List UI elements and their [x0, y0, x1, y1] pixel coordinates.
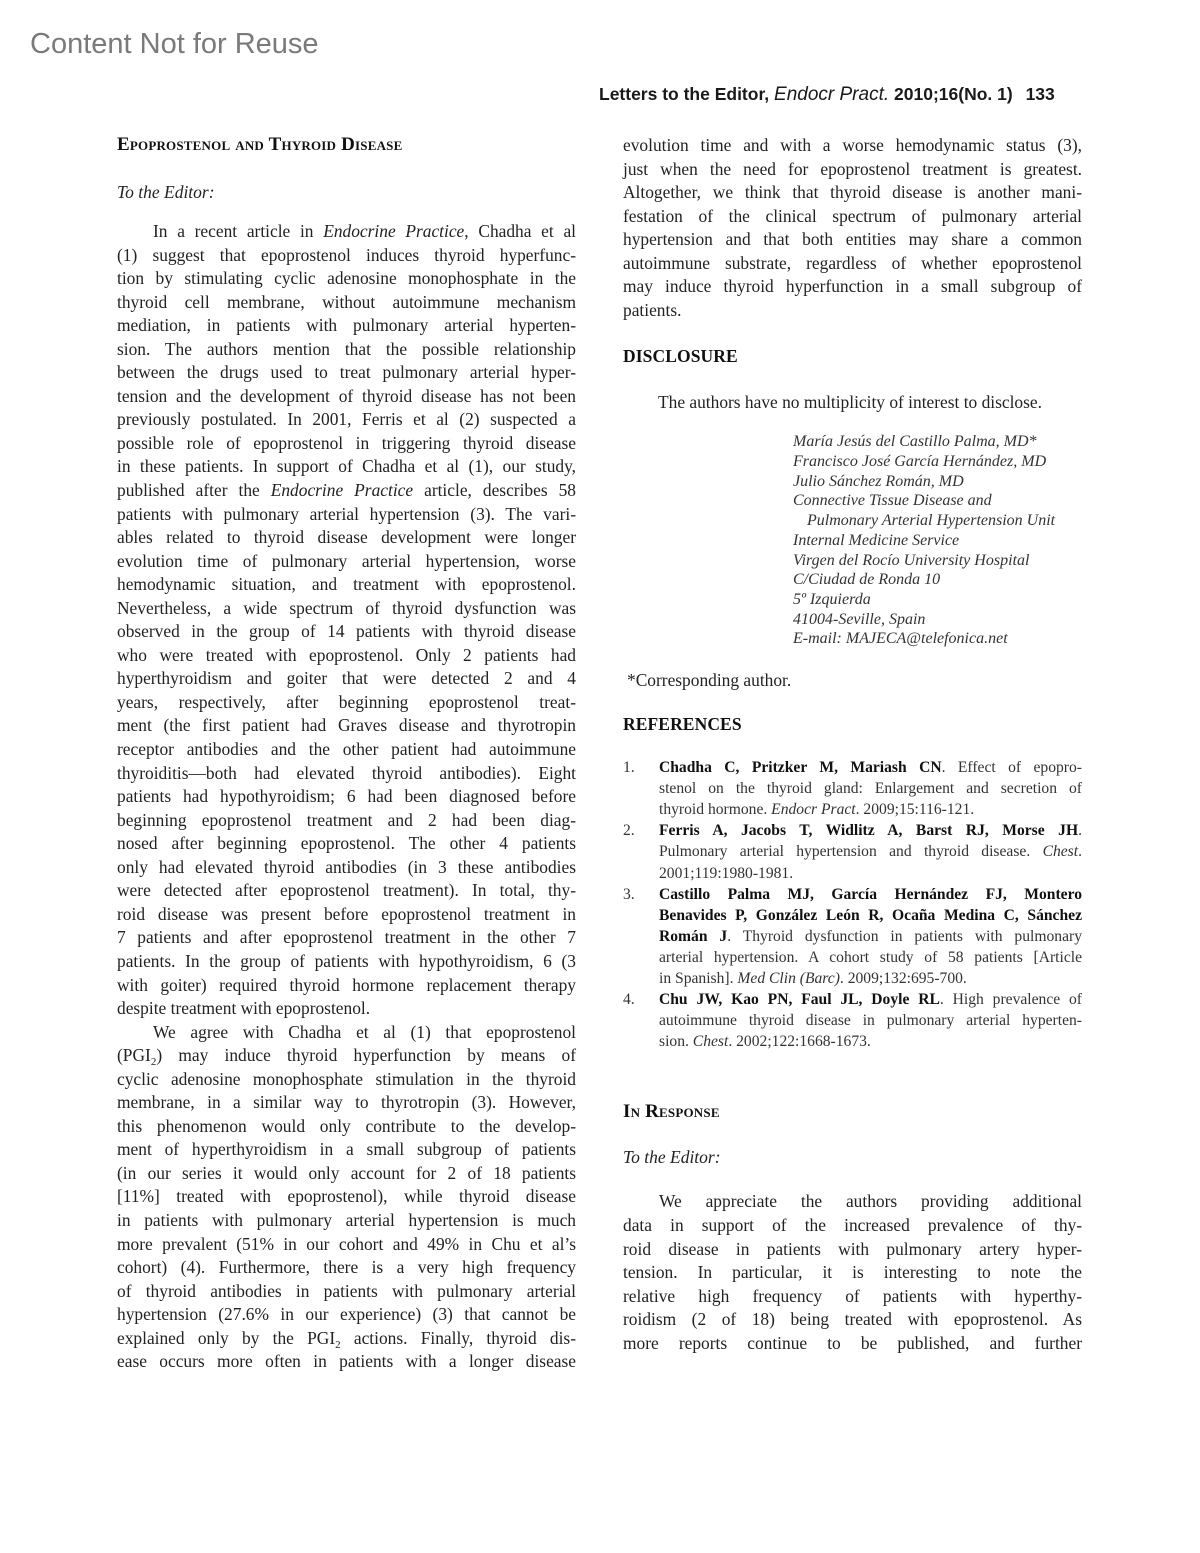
text-line: autoimmune substrate, regardless of whether epoprostenol [623, 252, 1082, 273]
running-head [599, 84, 1083, 106]
text-line: evolution time of pulmonary arterial hypertension, worse [117, 550, 576, 571]
text-line: nosed after beginning epoprostenol. The other 4 patients [117, 833, 576, 854]
text-line: receptor antibodies and the other patient had autoimmune [117, 739, 576, 760]
text-line: ables related to thyroid disease development were longer [117, 527, 576, 548]
signature-line: 5º Izquierda [793, 591, 871, 608]
text-line: thyroiditis—both had elevated thyroid antibodies). Eight [117, 762, 576, 783]
page-number: 133 [1025, 84, 1055, 104]
reference-text: Ferris A, Jacobs T, Widlitz A, Barst RJ, Morse JH. Pulmonary arterial hypertension and thyroid disease. Chest. 2001;119:1980-1981. [659, 822, 1082, 882]
text-line: Nevertheless, a wide spectrum of thyroid dysfunction was [117, 597, 576, 618]
text-line: (1) suggest that epoprostenol induces thyroid hyperfunc- [117, 244, 576, 265]
signature-line: Francisco José García Hernández, MD [793, 453, 1047, 471]
disclosure-text: The authors have no multiplicity of interest to disclose. [658, 392, 1042, 413]
text-line: 7 patients and after epoprostenol treatment in the other 7 [117, 927, 576, 948]
text-line: patients. In the group of patients with hypothyroidism, 6 (3 [117, 950, 576, 971]
text-line: this phenomenon would only contribute to the develop- [117, 1115, 576, 1136]
text-line: with goiter) required thyroid hormone replacement therapy [117, 974, 576, 995]
text-line: only had elevated thyroid antibodies (in 3 these antibodies [117, 856, 576, 877]
text-line: years, respectively, after beginning epoprostenol treat- [117, 691, 576, 712]
text-line: just when the need for epoprostenol treatment is greatest. [623, 158, 1082, 179]
reference-item [623, 820, 1082, 883]
text-line: in these patients. In support of Chadha et al (1), our study, [117, 456, 576, 477]
references-list [623, 757, 1082, 1052]
text-line: Altogether, we think that thyroid disease is another mani- [623, 182, 1082, 203]
text-line: more prevalent (51% in our cohort and 49% in Chu et al’s [117, 1233, 576, 1254]
text-line: hypertension (27.6% in our experience) (3) that cannot be [117, 1304, 576, 1325]
response-salutation: To the Editor: [623, 1147, 721, 1168]
text-line: despite treatment with epoprostenol. [117, 998, 371, 1019]
signature-line: Internal Medicine Service [793, 531, 960, 549]
reference-number: 2. [623, 822, 635, 840]
reference-item [623, 989, 1082, 1052]
references-heading: REFERENCES [623, 714, 742, 735]
text-line: sion. The authors mention that the possible relationship [117, 338, 576, 359]
letter-title: Epoprostenol and Thyroid Disease [117, 134, 403, 155]
corresponding-author-note: *Corresponding author. [627, 670, 792, 691]
letter-body-continued [623, 134, 1082, 322]
text-line: ment (the first patient had Graves disease and thyrotropin [117, 715, 576, 736]
text-line: between the drugs used to treat pulmonary arterial hyper- [117, 362, 576, 383]
text-line: tension. In particular, it is interesting to note the [623, 1262, 1082, 1283]
text-line: hemodynamic situation, and treatment with epoprostenol. [117, 574, 576, 595]
text-line: tension and the development of thyroid disease has not been [117, 385, 576, 406]
reference-item [623, 757, 1082, 820]
reference-item [623, 884, 1082, 989]
text-line: $(PGI_2)$ may induce thyroid hyperfunction by means of [117, 1045, 576, 1069]
reference-number: 3. [623, 885, 635, 903]
text-line: festation of the clinical spectrum of pulmonary arterial [623, 205, 1082, 226]
text-line: patients had hypothyroidism; 6 had been diagnosed before [117, 786, 576, 807]
watermark: Content Not for Reuse [30, 28, 319, 60]
text-line: beginning epoprostenol treatment and 2 had been diag- [117, 809, 576, 830]
text-line: tion by stimulating cyclic adenosine monophosphate in the [117, 268, 576, 289]
text-line: relative high frequency of patients with hyperthy- [623, 1285, 1082, 1306]
text-line: cyclic adenosine monophosphate stimulation in the thyroid [117, 1068, 576, 1089]
author-signature [793, 432, 1082, 649]
response-title: In Response [623, 1101, 720, 1123]
text-line: more reports continue to be published, and further [623, 1332, 1082, 1353]
text-line: observed in the group of 14 patients with thyroid disease [117, 621, 576, 642]
text-line: hypertension and that both entities may share a common [623, 229, 1082, 250]
response-body [623, 1190, 1082, 1355]
text-line: (in our series it would only account for 2 of 18 patients [117, 1162, 576, 1183]
text-line: We agree with Chadha et al (1) that epoprostenol [153, 1021, 576, 1042]
signature-line: María Jesús del Castillo Palma, MD* [793, 433, 1037, 451]
signature-line: Pulmonary Arterial Hypertension Unit [807, 512, 1056, 530]
reference-number: 4. [623, 991, 635, 1009]
text-line: explained only by the $PGI_2$ actions. Finally, thyroid dis- [117, 1327, 576, 1351]
reference-text: Castillo Palma MJ, García Hernández FJ, Montero Benavides P, González León R, Ocaña Medina C, Sánchez Román J. Thyroid dysfunction in patients with pulmonary arterial hypertension. A cohort study of 58 patients [Article in Spanish]. Med Clin (Barc). 2009;132:695-700. [659, 885, 1082, 988]
text-line: ment of hyperthyroidism in a small subgroup of patients [117, 1139, 576, 1160]
text-line: ease occurs more often in patients with a longer disease [117, 1351, 576, 1372]
signature-line: Julio Sánchez Román, MD [793, 472, 964, 490]
disclosure-heading: DISCLOSURE [623, 346, 738, 367]
text-line: were detected after epoprostenol treatment). In total, thy- [117, 880, 576, 901]
text-line: published after the Endocrine Practice article, describes 58 [117, 480, 576, 501]
signature-line: C/Ciudad de Ronda 10 [793, 571, 941, 589]
text-line: roid disease was present before epoprostenol treatment in [117, 903, 576, 924]
reference-number: 1. [623, 759, 635, 777]
text-line: In a recent article in Endocrine Practice, Chadha et al [153, 221, 576, 241]
text-line: data in support of the increased prevalence of thy- [623, 1214, 1082, 1235]
text-line: who were treated with epoprostenol. Only 2 patients had [117, 644, 576, 665]
text-line: [11%] treated with epoprostenol), while thyroid disease [117, 1186, 576, 1207]
running-head-section: Letters to the Editor, [599, 84, 770, 104]
letter-salutation: To the Editor: [117, 182, 215, 202]
signature-line: 41004-Seville, Spain [793, 610, 926, 628]
text-line: thyroid cell membrane, without autoimmune mechanism [117, 291, 576, 312]
text-line: membrane, in a similar way to thyrotropin (3). However, [117, 1092, 576, 1113]
text-line: hyperthyroidism and goiter that were detected 2 and 4 [117, 668, 576, 689]
running-head-volume: 2010;16(No. 1) [894, 84, 1013, 104]
text-line: evolution time and with a worse hemodynamic status (3), [623, 135, 1082, 155]
text-line: mediation, in patients with pulmonary arterial hyperten- [117, 315, 576, 336]
text-line: may induce thyroid hyperfunction in a small subgroup of [623, 276, 1082, 297]
signature-line: Virgen del Rocío University Hospital [793, 551, 1030, 569]
running-head-journal: Endocr Pract. [774, 84, 890, 105]
reference-text: Chadha C, Pritzker M, Mariash CN. Effect of epopro- stenol on the thyroid gland: Enlargement and secretion of thyroid hormone. Endocr Pract. 2009;15:116-121. [659, 759, 1082, 819]
right-column [623, 134, 1082, 1355]
text-line: roidism (2 of 18) being treated with epoprostenol. As [623, 1309, 1082, 1330]
signature-line: E-mail: MAJECA@telefonica.net [793, 630, 1008, 648]
text-line: in patients with pulmonary arterial hypertension is much [117, 1209, 576, 1230]
text-line: patients with pulmonary arterial hypertension (3). The vari- [117, 503, 576, 524]
text-line: previously postulated. In 2001, Ferris et al (2) suspected a [117, 409, 576, 430]
text-line: patients. [623, 299, 682, 320]
left-column [117, 134, 576, 1374]
text-line: roid disease in patients with pulmonary artery hyper- [623, 1238, 1082, 1259]
letter-body [117, 220, 576, 1374]
text-line: of thyroid antibodies in patients with pulmonary arterial [117, 1280, 576, 1301]
text-line: possible role of epoprostenol in triggering thyroid disease [117, 432, 576, 453]
text-line: We appreciate the authors providing additional [659, 1191, 1082, 1212]
reference-text: Chu JW, Kao PN, Faul JL, Doyle RL. High prevalence of autoimmune thyroid disease in pulmonary arterial hyperten- sion. Chest. 2002;122:1668-1673. [659, 991, 1083, 1051]
text-line: cohort) (4). Furthermore, there is a very high frequency [117, 1257, 576, 1278]
signature-line: Connective Tissue Disease and [793, 492, 992, 510]
